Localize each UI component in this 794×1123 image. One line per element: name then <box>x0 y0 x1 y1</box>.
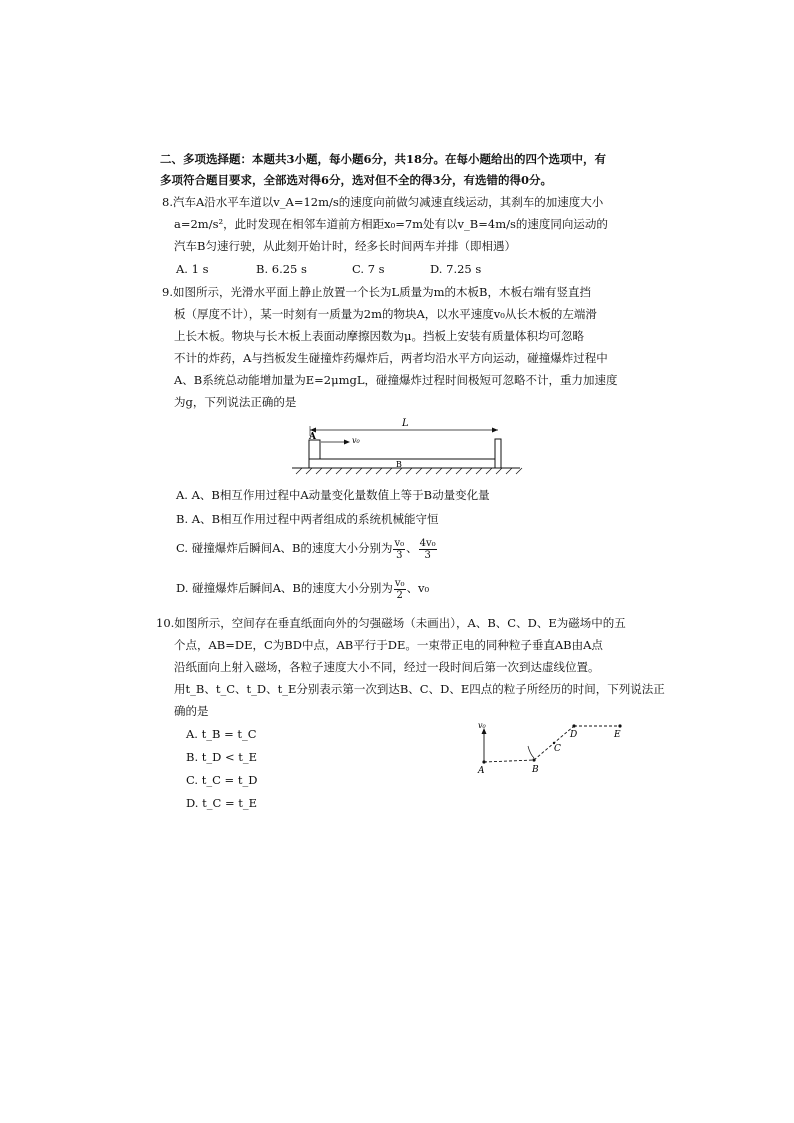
q9-option-c-prefix: C. 碰撞爆炸后瞬间A、B的速度大小分别为 <box>176 541 393 555</box>
q9-line5: A、B系统总动能增加量为E=2μmgL，碰撞爆炸过程时间极短可忽略不计，重力加速度 <box>174 373 618 387</box>
q10-label-B: B <box>532 765 539 775</box>
q8-line1 <box>162 194 603 210</box>
q8-option-b: B. 6.25 s <box>256 262 307 276</box>
q9-line2: 板（厚度不计），某一时刻有一质量为2m的物块A，以水平速度v₀从长木板的左端滑 <box>174 307 597 321</box>
q9-option-c <box>176 535 438 561</box>
label-B: B <box>396 460 402 469</box>
q10-line1 <box>156 615 626 631</box>
q9-line4: 不计的炸药，A与挡板发生碰撞炸药爆炸后，两者均沿水平方向运动，碰撞爆炸过程中 <box>174 351 608 365</box>
board-B <box>309 459 500 468</box>
q10-option-b: B. t_D < t_E <box>186 750 258 764</box>
q9-option-c-frac1 <box>393 538 405 561</box>
q10-figure <box>470 718 630 780</box>
baffle <box>495 439 501 468</box>
q9-option-c-frac2-num: 4v₀ <box>419 537 436 549</box>
label-A: A <box>309 432 316 442</box>
q10-option-c: C. t_C = t_D <box>186 773 258 787</box>
q9-option-a: A. A、B相互作用过程中A动量变化量数值上等于B动量变化量 <box>176 488 490 502</box>
q8-line3: 汽车B匀速行驶，从此刻开始计时，经多长时间两车并排（即相遇） <box>174 239 516 253</box>
q9-figure <box>288 412 524 478</box>
trace-near-B <box>528 746 534 758</box>
q10-label-C: C <box>554 744 561 754</box>
q10-number: 10. <box>156 616 175 630</box>
length-arrow-right-head <box>492 428 498 433</box>
q9-option-c-frac1-num: v₀ <box>394 537 405 549</box>
q9-option-c-frac2 <box>419 538 437 561</box>
dashed-AB <box>484 760 534 762</box>
block-A <box>309 440 320 459</box>
q10-label-D: D <box>570 730 578 740</box>
q8-line2: a=2m/s²，此时发现在相邻车道前方相距x₀=7m处有以v_B=4m/s的速度同向运动的 <box>174 217 608 231</box>
q10-text-line1: 如图所示，空间存在垂直纸面向外的匀强磁场（未画出），A、B、C、D、E为磁场中的五 <box>174 616 626 630</box>
q10-line3: 沿纸面向上射入磁场，各粒子速度大小不同，经过一段时间后第一次到达虚线位置。 <box>174 660 600 674</box>
q10-label-A: A <box>478 766 485 776</box>
point-D <box>572 724 575 727</box>
q9-option-c-sep: 、 <box>406 541 418 555</box>
q9-option-c-frac2-den: 3 <box>424 549 431 561</box>
q8-option-a: A. 1 s <box>176 262 209 276</box>
q10-option-d: D. t_C = t_E <box>186 796 258 810</box>
q9-option-d-frac1-den: 2 <box>396 589 403 601</box>
q10-label-E: E <box>614 730 621 740</box>
q9-number: 9. <box>162 285 173 299</box>
q9-option-d-suffix: 、v₀ <box>406 581 430 595</box>
q9-option-d-frac1-num: v₀ <box>394 577 405 589</box>
q10-line4: 用t_B、t_C、t_D、t_E分别表示第一次到达B、C、D、E四点的粒子所经历的时间，下列说法正 <box>174 682 665 696</box>
q9-option-b: B. A、B相互作用过程中两者组成的系统机械能守恒 <box>176 512 439 526</box>
q10-line5: 确的是 <box>174 704 209 718</box>
q9-line6: 为g，下列说法正确的是 <box>174 395 297 409</box>
point-B <box>532 758 535 761</box>
q8-text-line1: 汽车A沿水平车道以v_A=12m/s的速度向前做匀减速直线运动，其刹车的加速度大小 <box>172 195 604 209</box>
q8-number: 8. <box>162 195 173 209</box>
q9-option-d-prefix: D. 碰撞爆炸后瞬间A、B的速度大小分别为 <box>176 581 393 595</box>
ground-hatching <box>296 468 522 474</box>
q8-option-c: C. 7 s <box>352 262 385 276</box>
section-header-line1: 二、多项选择题：本题共3小题，每小题6分，共18分。在每小题给出的四个选项中，有 <box>160 152 607 166</box>
q9-option-d <box>176 575 429 601</box>
q10-option-a: A. t_B = t_C <box>186 727 257 741</box>
q9-line3: 上长木板。物块与长木板上表面动摩擦因数为μ。挡板上安装有质量体积均可忽略 <box>174 329 584 343</box>
v0-arrow-head <box>344 440 350 445</box>
q10-label-v0: v₀ <box>478 721 486 730</box>
q9-line1 <box>162 284 591 300</box>
label-v0: v₀ <box>352 436 360 445</box>
point-E <box>618 724 621 727</box>
point-A <box>482 760 485 763</box>
section-header-line2: 多项符合题目要求，全部选对得6分，选对但不全的得3分，有选错的得0分。 <box>160 173 553 187</box>
q9-option-c-frac1-den: 3 <box>396 549 403 561</box>
label-L: L <box>402 418 409 429</box>
q8-option-d: D. 7.25 s <box>430 262 482 276</box>
q9-text-line1: 如图所示，光滑水平面上静止放置一个长为L质量为m的木板B，木板右端有竖直挡 <box>172 285 591 299</box>
q9-option-d-frac1 <box>394 578 406 601</box>
q10-line2: 个点，AB=DE，C为BD中点，AB平行于DE。一束带正电的同种粒子垂直AB由A点 <box>174 638 603 652</box>
